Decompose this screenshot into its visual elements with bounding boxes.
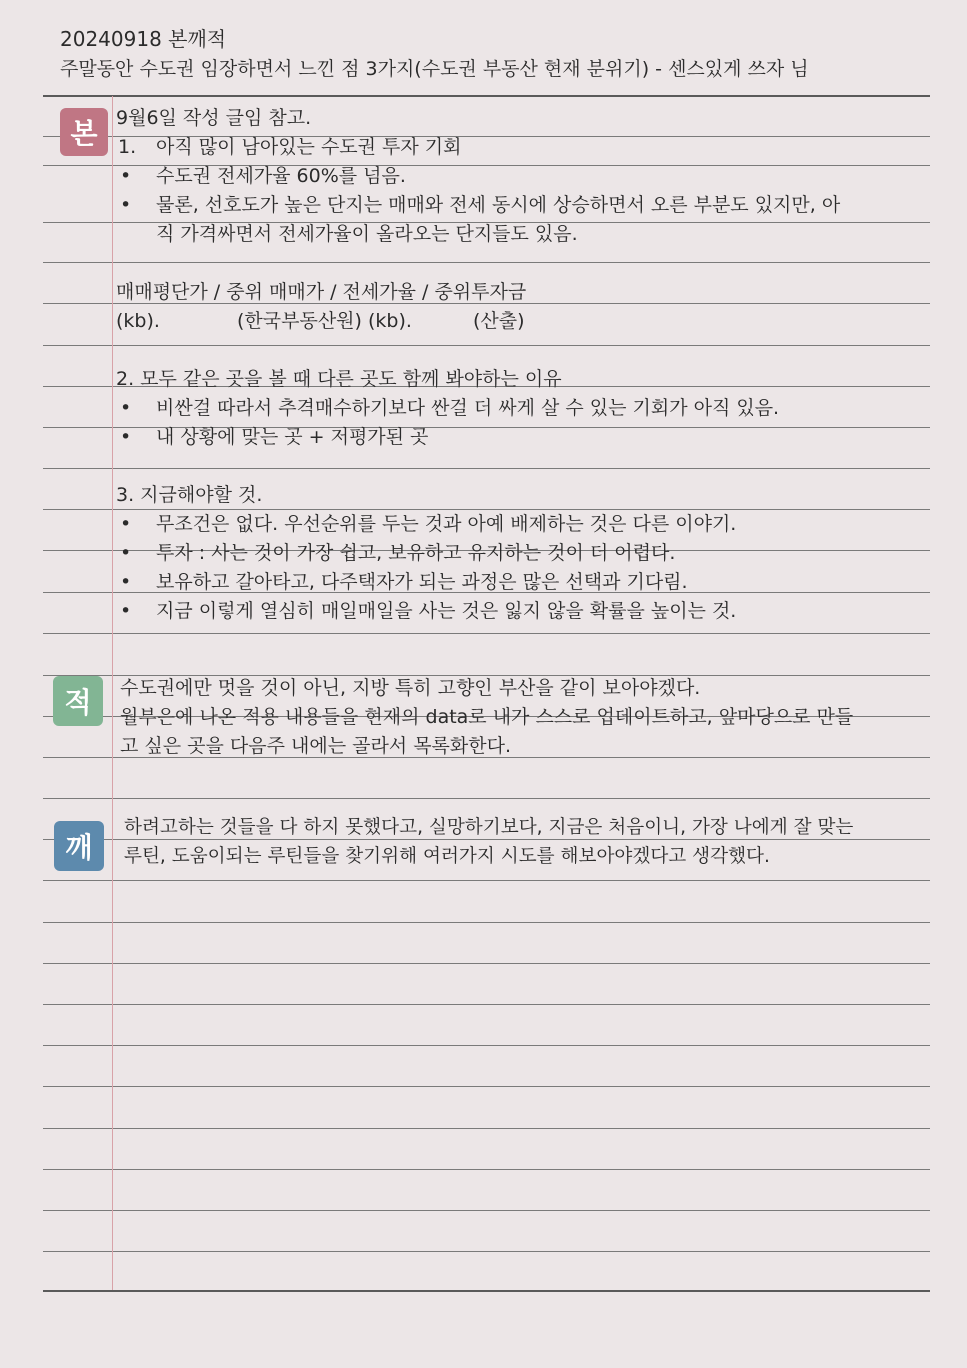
ruled-line bbox=[43, 345, 930, 346]
ruled-line bbox=[43, 1210, 930, 1211]
metrics-line: 매매평단가 / 중위 매매가 / 전세가율 / 중위투자금 bbox=[116, 281, 527, 303]
source-kb: (kb). bbox=[116, 310, 160, 332]
kkae-line: 하려고하는 것들을 다 하지 못했다고, 실망하기보다, 지금은 처음이니, 가장 나에게 잘 맞는 bbox=[124, 817, 854, 838]
bon-item1 bbox=[116, 133, 840, 162]
bullet-icon: • bbox=[120, 426, 132, 448]
jeok-line: 월부은에 나온 적용 내용들을 현재의 data로 내가 스스로 업데이트하고, 앞마당으로 만들 bbox=[120, 706, 854, 728]
ruled-line bbox=[43, 798, 930, 799]
jeok-line: 고 싶은 곳을 다음주 내에는 골라서 목록화한다. bbox=[120, 735, 512, 757]
list-item: • 내 상황에 맞는 곳 + 저평가된 곳 bbox=[116, 423, 779, 452]
bon-item3 bbox=[116, 481, 736, 626]
ruled-line bbox=[43, 1004, 930, 1005]
bullet-icon: • bbox=[120, 397, 132, 419]
bullet-icon: • bbox=[120, 513, 132, 535]
sources-line bbox=[116, 307, 526, 336]
ruled-line bbox=[43, 1128, 930, 1129]
item1-number: 1. bbox=[118, 136, 137, 158]
bottom-rule bbox=[43, 1290, 930, 1292]
source-calc: (산출) bbox=[473, 310, 525, 332]
list-item: • 지금 이렇게 열심히 매일매일을 사는 것은 잃지 않을 확률을 높이는 것. bbox=[116, 597, 736, 626]
kkae-badge: 깨 bbox=[54, 821, 104, 871]
list-item: • 비싼걸 따라서 추격매수하기보다 싼걸 더 싸게 살 수 있는 기회가 아직 있음. bbox=[116, 394, 779, 423]
item3-heading: 3. 지금해야할 것. bbox=[116, 484, 263, 506]
ruled-line bbox=[43, 922, 930, 923]
ruled-line bbox=[43, 1086, 930, 1087]
list-item: • 수도권 전세가율 60%를 넘음. bbox=[116, 162, 840, 191]
note-subtitle: 주말동안 수도권 임장하면서 느낀 점 3가지(수도권 부동산 현재 분위기) - 센스있게 쓰자 님 bbox=[60, 58, 809, 80]
note-header bbox=[60, 24, 809, 84]
list-item: • 투자 : 사는 것이 가장 쉽고, 보유하고 유지하는 것이 더 어렵다. bbox=[116, 539, 736, 568]
list-item: • 보유하고 갈아타고, 다주택자가 되는 과정은 많은 선택과 기다림. bbox=[116, 568, 736, 597]
ruled-line bbox=[43, 963, 930, 964]
ruled-line bbox=[43, 262, 930, 263]
jeok-section bbox=[120, 674, 853, 761]
top-rule bbox=[43, 95, 930, 97]
bullet-icon: • bbox=[120, 194, 132, 216]
bon-badge: 본 bbox=[60, 108, 108, 156]
ruled-line bbox=[43, 468, 930, 469]
margin-line bbox=[112, 96, 113, 1290]
item1-text: 아직 많이 남아있는 수도권 투자 기회 bbox=[156, 136, 462, 158]
list-item-continued: 직 가격싸면서 전세가율이 올라오는 단지들도 있음. bbox=[156, 223, 578, 245]
bon-item2 bbox=[116, 365, 779, 452]
kkae-line: 루틴, 도움이되는 루틴들을 찾기위해 여러가지 시도를 해보아야겠다고 생각했다. bbox=[124, 846, 770, 867]
list-item: • 물론, 선호도가 높은 단지는 매매와 전세 동시에 상승하면서 오른 부분도 있지만, 아 bbox=[116, 191, 840, 220]
bullet-icon: • bbox=[120, 571, 132, 593]
ruled-line bbox=[43, 1251, 930, 1252]
bon-intro: 9월6일 작성 글임 참고. bbox=[116, 107, 312, 129]
kkae-section bbox=[124, 813, 853, 871]
list-item: • 무조건은 없다. 우선순위를 두는 것과 아예 배제하는 것은 다른 이야기. bbox=[116, 510, 736, 539]
bullet-icon: • bbox=[120, 542, 132, 564]
note-title: 20240918 본깨적 bbox=[60, 27, 227, 51]
ruled-line bbox=[43, 1045, 930, 1046]
ruled-line bbox=[43, 633, 930, 634]
bullet-icon: • bbox=[120, 600, 132, 622]
bon-section bbox=[116, 104, 840, 249]
source-reb: (한국부동산원) (kb). bbox=[237, 310, 412, 332]
jeok-badge: 적 bbox=[53, 676, 103, 726]
metrics-block bbox=[116, 278, 526, 336]
item2-heading: 2. 모두 같은 곳을 볼 때 다른 곳도 함께 봐야하는 이유 bbox=[116, 368, 562, 390]
ruled-line bbox=[43, 880, 930, 881]
bullet-icon: • bbox=[120, 165, 132, 187]
jeok-line: 수도권에만 멋을 것이 아닌, 지방 특히 고향인 부산을 같이 보아야겠다. bbox=[120, 677, 701, 699]
ruled-line bbox=[43, 1169, 930, 1170]
